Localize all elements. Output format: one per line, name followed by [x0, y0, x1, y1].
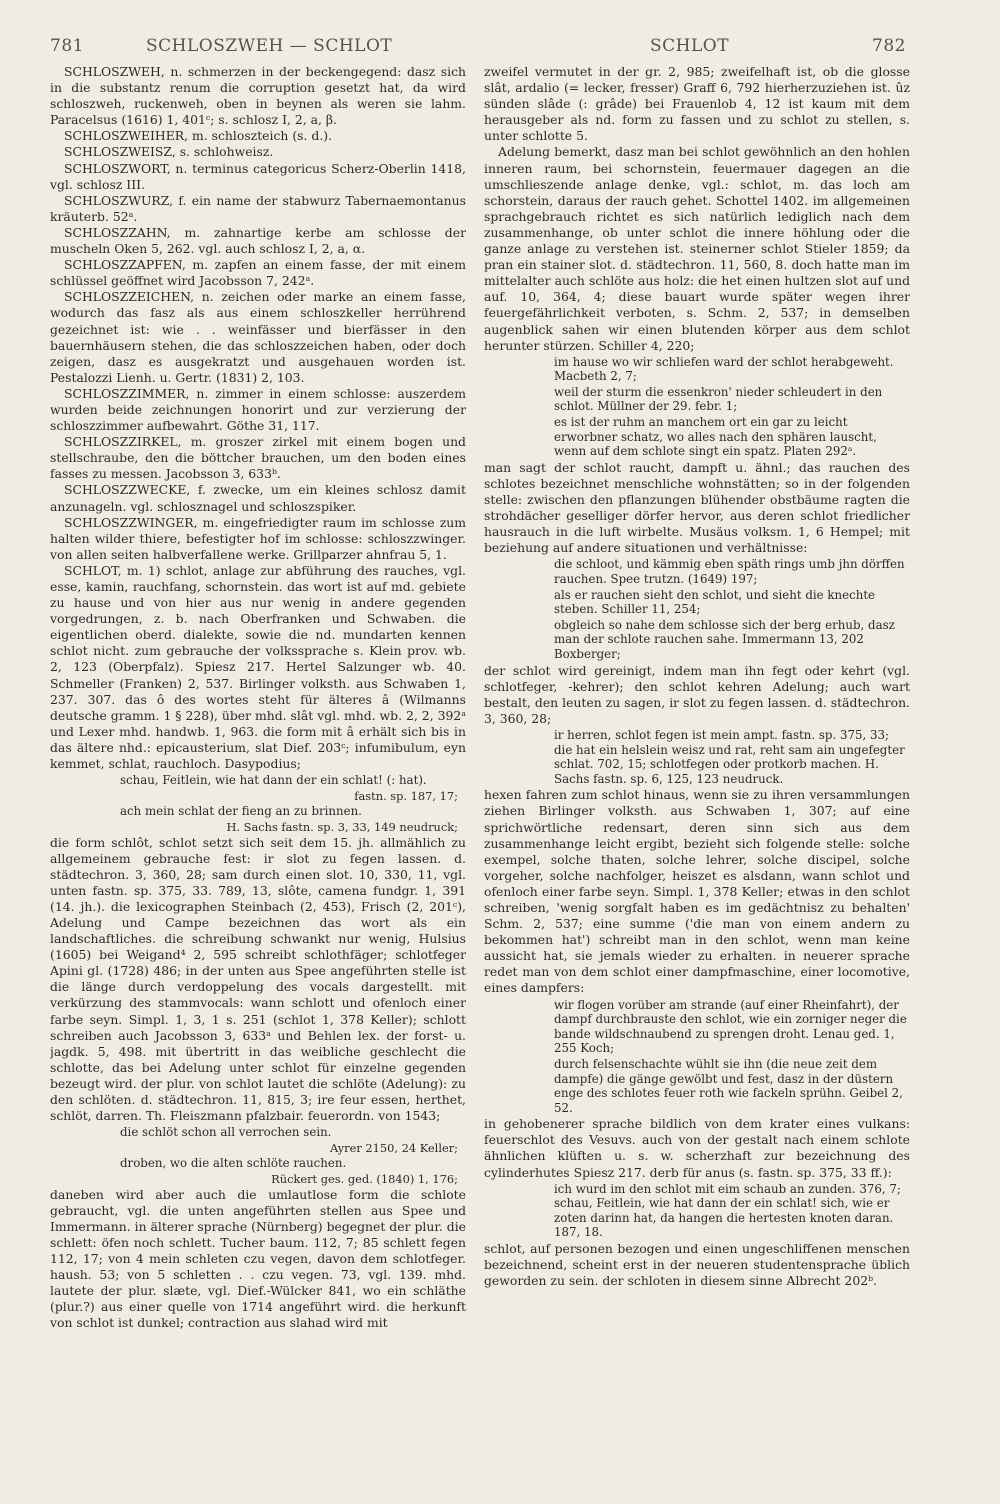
verse-quote: als er rauchen sieht den schlot, und sieht die knechte steben. Schiller 11, 254;	[554, 587, 876, 617]
right-column	[484, 64, 910, 1488]
entry-schloszweiher: SCHLOSZWEIHER, m. schloszteich (s. d.).	[64, 128, 333, 144]
quote-source: fastn. sp. 187, 17;	[354, 788, 458, 803]
left-column	[50, 64, 466, 1488]
verse-quote: im hause wo wir schliefen ward der schlot herabgeweht. Macbeth 2, 7;	[554, 354, 894, 384]
verse-quote: es ist der ruhm an manchem ort ein gar zu leicht erworbner schatz, wo alles nach den sphären lauscht, wenn auf dem schlote singt ein spatz. Platen 292ᵃ.	[554, 415, 877, 459]
quote-source: Rückert ges. ged. (1840) 1, 176;	[271, 1171, 458, 1186]
verse-quote: obgleich so nahe dem schlosse sich der berg erhub, dasz man der schlote rauchen sahe. Immermann 13, 202 Boxberger;	[554, 617, 895, 661]
entry-schloszwort: SCHLOSZWORT, n. terminus categoricus Scherz-Oberlin 1418, vgl. schlosz III.	[50, 160, 466, 192]
entry-text: in gehobenerer sprache bildlich von dem krater eines vulkans: feuerschlot des Vesuvs. auch von der gestalt nach einem schlote ähnlichen klüften u. s. w. scherzhaft zur bezeichnung des cylinderhutes Spiesz 217. derb für anus (s. fastn. sp. 375, 33 ff.):	[484, 1116, 910, 1180]
verse-quote: ich wurd im den schlot mit eim schaub an zunden. 376, 7; schau, Feitlein, wie hat dann der ein schlat! sich, wie er zoten darinn hat, da hangen die hertesten knoten daran. 187, 18.	[554, 1181, 901, 1240]
entry-schloszzwinger: SCHLOSZZWINGER, m. eingefriedigter raum im schlosse zum halten wilder thiere, befestigter hof im schlosse: schloszzwinger. von allen seiten halbverfallene werke. Grillparzer ahnfrau 5, 1.	[50, 514, 466, 562]
entry-schloszzwecke: SCHLOSZZWECKE, f. zwecke, um ein kleines schlosz damit anzunageln. vgl. schlosznagel und schloszspiker.	[50, 482, 466, 514]
entry-schloszzimmer: SCHLOSZZIMMER, n. zimmer in einem schlosse: auszerdem wurden beide zeichnungen honorirt und zur verzierung der schloszzimmer aufbewahrt. Göthe 31, 117.	[50, 385, 466, 434]
entry-schloszzeichen: SCHLOSZZEICHEN, n. zeichen oder marke an einem fasse, wodurch das fasz als aus einem schloszkeller herrührend gezeichnet ist: wie . . weinfässer und bierfässer in den bauernhäusern stehen, die das schloszzeichen haben, oder doch zeigen, dasz es ausgekratzt und ausgehauen worden ist. Pestalozzi Lienh. u. Gertr. (1831) 2, 103.	[50, 289, 466, 385]
verse-quote: wir flogen vorüber am strande (auf einer Rheinfahrt), der dampf durchbrauste den schlot, wie ein zorniger neger die bande wildschnaubend zu sprengen droht. Lenau ged. 1, 255 Koch;	[554, 997, 907, 1056]
entry-schloszzirkel: SCHLOSZZIRKEL, m. groszer zirkel mit einem bogen und stellschraube, den die böttcher brauchen, um den boden eines fasses zu messen. Jacobsson 3, 633ᵇ.	[50, 434, 466, 482]
entry-text: hexen fahren zum schlot hinaus, wenn sie zu ihren versammlungen ziehen Birlinger volksth. aus Schwaben 1, 307; auf eine sprichwörtliche redensart, deren sinn sich aus dem zusammenhange leicht ergibt, bezieht sich folgende stelle: solche exempel, solche thaten, solche lehrer, solche discipel, solche vorgeher, solche nachfolger, heiszet es alsdann, wann schlot und ofenloch einer farbe seyn. Simpl. 1, 378 Keller; etwas in den schlot schreiben, 'wenig sorgfalt haben es im gedächtnisz zu behalten' Schm. 2, 537; eine summe ('die man von einem andern zu bekommen hat') schreibt man in den schlot, wenn man keine aussicht hat, sie jemals wieder zu erhalten. in neuerer sprache redet man von dem schlot einer dampfmaschine, einer locomotive, eines dampfers:	[484, 787, 910, 996]
quote-line: schau, Feitlein, wie hat dann der ein schlat! (: hat).	[120, 773, 427, 788]
entry-schloszweh: SCHLOSZWEH, n. schmerzen in der beckengegend: dasz sich in die substantz renum die corruption gesetzt hat, da wird schloszweh, ruckenweh, oben in beynen als weren sie lahm. Paracelsus (1616) 1, 401ᶜ; s. schlosz I, 2, a, β.	[50, 64, 466, 128]
verse-quote: weil der sturm die essenkron' nieder schleudert in den schlot. Müllner der 29. febr. 1;	[554, 384, 883, 414]
entry-schloszweisz: SCHLOSZWEISZ, s. schlohweisz.	[64, 144, 274, 160]
entry-text: der schlot wird gereinigt, indem man ihn fegt oder kehrt (vgl. schlotfeger, -kehrer); den schlot kehren Adelung; auch wart bestalt, den leuten zu sagen, ir slot zu fegen lassen. d. städtechron. 3, 360, 28;	[484, 662, 910, 726]
entry-schloszwurz: SCHLOSZWURZ, f. ein name der stabwurz Tabernaemontanus kräuterb. 52ᵃ.	[50, 192, 466, 224]
right-page-number: 782	[872, 36, 906, 56]
entry-text: die form schlôt, schlot setzt sich seit dem 15. jh. allmählich zu allgemeinem gebrauche fest: ir slot zu fegen lassen. d. städtechron. 3, 360, 28; sam durch einen slot. 10, 330, 11, vgl. unten fastn. sp. 375, 33. 789, 13, slôte, camena fundgr. 1, 391 (14. jh.). die lexicographen Steinbach (2, 453), Frisch (2, 201ᶜ), Adelung und Campe bezeichnen das wort als ein landschaftliches. die schreibung schwankt nur wenig, Hulsius (1605) bei Weigand⁴ 2, 595 schreibt schlothfäger; schlotfeger Apini gl. (1728) 486; in der unten aus Spee angeführten stelle ist die länge durch verdoppelung des vocals dargestellt. mit verkürzung des stammvocals: wann schlott und ofenloch einer farbe seyn. Simpl. 1, 3, 1 s. 251 (schlot 1, 378 Keller); schlott schreiben auch Jacobsson 3, 633ᵃ und Behlen lex. der forst- u. jagdk. 5, 498. mit übertritt in das weibliche geschlecht die schlotte, das bei Adelung unter schlot für einzelne gegenden bezeugt wird. der plur. von schlot lautet die schlöte (Adelung): zu den schlöten. d. städtechron. 11, 815, 3; ire feur essen, herthet, schlöt, darren. Th. Fleiszmann pfalzbair. feuerordn. von 1543;	[50, 834, 466, 1124]
entry-schloszzahn: SCHLOSZZAHN, m. zahnartige kerbe am schlosse der muscheln Oken 5, 262. vgl. auch schlosz I, 2, a, α.	[50, 224, 466, 257]
left-page-number: 781	[50, 36, 84, 56]
quote-line: droben, wo die alten schlöte rauchen.	[120, 1156, 347, 1171]
verse-quote: durch felsenschachte wühlt sie ihn (die neue zeit dem dampfe) die gänge gewölbt und fest, dasz in der düstern enge des schlotes feuer roth wie fackeln sprühn. Geibel 2, 52.	[554, 1056, 903, 1115]
entry-text: zweifel vermutet in der gr. 2, 985; zweifelhaft ist, ob die glosse slât, ardalio (= lecker, fresser) Graff 6, 792 hierherzuziehen ist. ûz sünden slâde (: grâde) bei Frauenlob 4, 12 ist kaum mit dem herausgeber als nd. form zu fassen und zu schlot zu stellen, s. unter schlotte 5.	[484, 64, 910, 144]
quote-source: Ayrer 2150, 24 Keller;	[329, 1140, 458, 1155]
quote-source: H. Sachs fastn. sp. 3, 33, 149 neudruck;	[226, 819, 458, 834]
entry-schlot: SCHLOT, m. 1) schlot, anlage zur abführung des rauches, vgl. esse, kamin, rauchfang, schornstein. das wort ist auf md. gebiete zu hause und von hier aus nur wenig in andere gegenden vorgedrungen, z. b. nach Oberfranken und Schwaben. die eigentlichen oberd. dialekte, sowie die nd. mundarten kennen schlot nicht. zum gebrauche der volkssprache s. Klein prov. wb. 2, 123 (Oberpfalz). Spiesz 217. Hertel Salzunger wb. 40. Schmeller (Franken) 2, 537. Birlinger volksth. aus Schwaben 1, 237. 307. das ô des wortes steht für älteres â (Wilmanns deutsche gramm. 1 § 228), über mhd. slât vgl. mhd. wb. 2, 2, 392ᵃ und Lexer mhd. handwb. 1, 963. die form mit â erhält sich bis in das ältere nhd.: epicausterium, slat Dief. 203ᶜ; infumibulum, eyn kemmet, schlat, rauchloch. Dasypodius;	[50, 562, 466, 772]
verse-quote: ir herren, schlot fegen ist mein ampt. fastn. sp. 375, 33; die hat ein helslein weisz und rat, reht sam ain ungefegter schlat. 702, 15; schlotfegen oder protkorb machen. H. Sachs fastn. sp. 6, 125, 123 neudruck.	[554, 727, 905, 786]
quote-line: ach mein schlat der fieng an zu brinnen.	[120, 804, 362, 819]
right-running-head: SCHLOT	[650, 36, 730, 56]
entry-text: Adelung bemerkt, dasz man bei schlot gewöhnlich an den hohlen inneren raum, bei schornstein, feuermauer dagegen an die umschlieszende anlage denke, vgl.: schlot, m. das loch am schorstein, daraus der rauch gehet. Schottel 1402. im allgemeinen sprachgebrauch richtet es sich natürlich lediglich nach dem zusammenhange, ob unter schlot die innere höhlung oder die ganze anlage zu verstehen ist. steinerner schlot Stieler 1859; da pran ein stainer slot. d. städtechron. 11, 560, 8. doch hatte man im mittelalter auch schlöte aus holz: die het einen hultzen slot auf und auf. 10, 364, 4; diese bauart wurde später wegen ihrer feuergefährlichkeit verboten, s. Schm. 2, 537; in demselben augenblick sahen wir einen blutenden körper aus dem schlot herunter stürzen. Schiller 4, 220;	[484, 144, 910, 353]
entry-text: schlot, auf personen bezogen und einen ungeschliffenen menschen bezeichnend, scheint erst in der neueren studentensprache üblich geworden zu sein. der schloten in diesem sinne Albrecht 202ᵇ.	[484, 1241, 910, 1289]
entry-schloszzapfen: SCHLOSZZAPFEN, m. zapfen an einem fasse, der mit einem schlüssel geöffnet wird Jacobsson 7, 242ᵃ.	[50, 257, 466, 289]
verse-quote: die schloot, und kämmig eben späth rings umb jhn dörffen rauchen. Spee trutzn. (1649) 197;	[554, 557, 905, 586]
entry-text: man sagt der schlot raucht, dampft u. ähnl.; das rauchen des schlotes bezeichnet menschliche wohnstätten; so in der folgenden stelle: zwischen den pflanzungen blühender obstbäume ragten die strohdächer geselliger dörfer hervor, aus deren schlot friedlicher hausrauch in die luft wirbelte. Musäus volksm. 1, 6 Hempel; mit beziehung auf andere situationen und verhältnisse:	[484, 459, 910, 556]
left-running-head: SCHLOSZWEH — SCHLOT	[146, 36, 393, 56]
entry-text: daneben wird aber auch die umlautlose form die schlote gebraucht, vgl. die unten angeführten stellen aus Spee und Immermann. in älterer sprache (Nürnberg) begegnet der plur. die schlett: öfen noch schlett. Tucher baum. 112, 7; 85 schlett fegen 112, 17; von 4 mein schleten czu vegen, davon dem schlotfeger. haush. 53; von 5 schletten . . czu vegen. 73, vgl. 139. mhd. lautete der plur. slæte, vgl. Dief.-Wülcker 841, wo ein schläthe (plur.?) aus einer quelle von 1714 angeführt wird. die herkunft von schlot ist dunkel; contraction aus slahad wird mit	[50, 1186, 466, 1331]
quote-line: die schlöt schon all verrochen sein.	[120, 1125, 332, 1140]
